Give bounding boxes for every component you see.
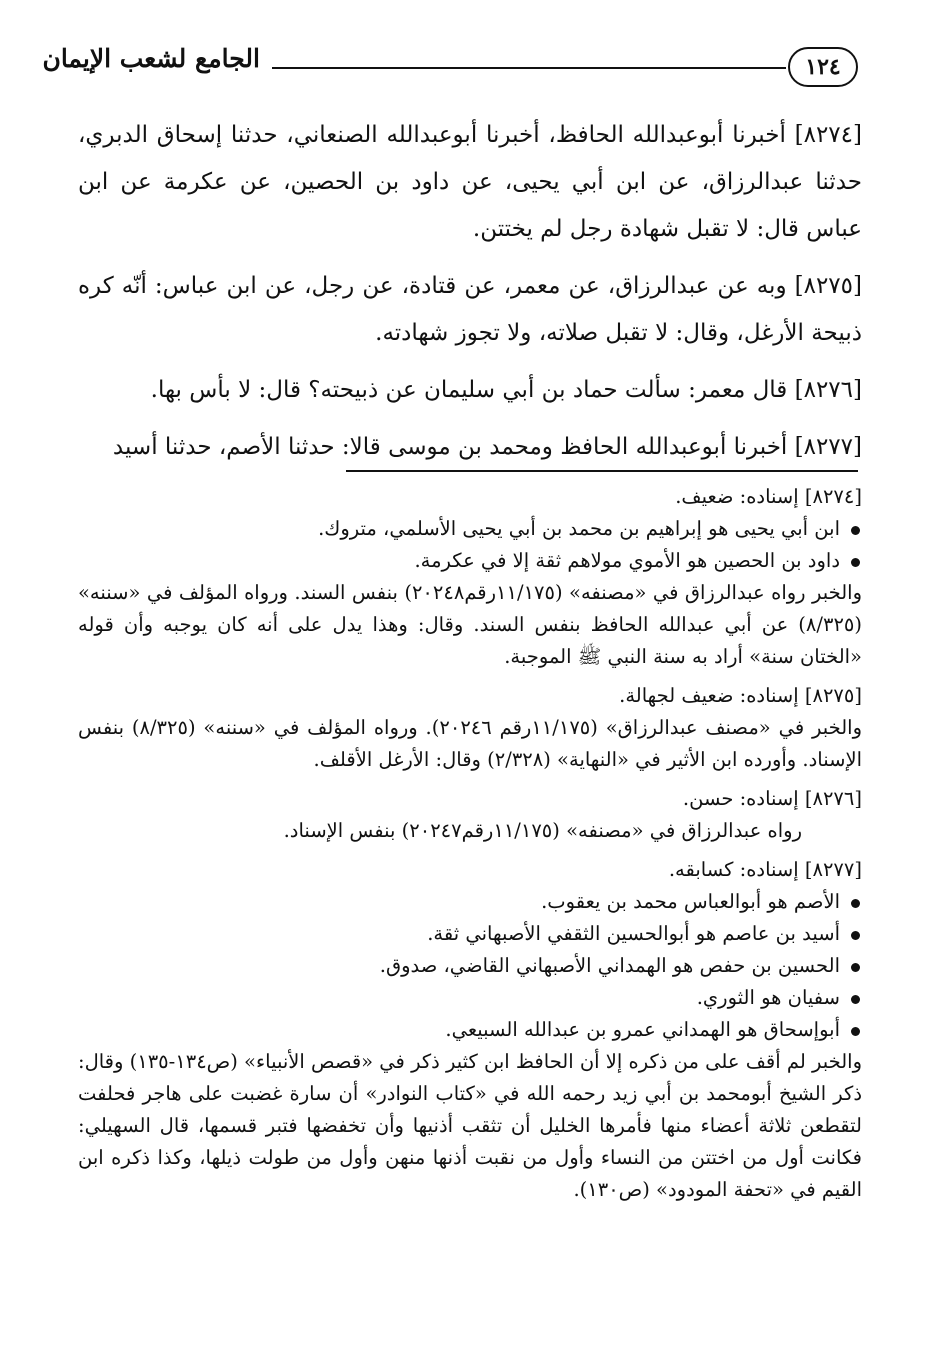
main-text [78, 112, 862, 481]
note-8276-heading: [٨٢٧٦] إسناده: حسن. [682, 787, 862, 810]
note-8275-text: والخبر في «مصنف عبدالرزاق» (١١/١٧٥رقم ٢٠٢٤٦). ورواه المؤلف في «سننه» (٨/٣٢٥) بنفس الإسناد. وأورده ابن الأثير في «النهاية» (٢/٣٢٨) وقال: الأرغل الأقلف. [78, 716, 863, 771]
page-number-badge [788, 47, 858, 87]
note-8277-heading: [٨٢٧٧] إسناده: كسابقه. [668, 858, 862, 881]
note-8275-heading: [٨٢٧٥] إسناده: ضعيف لجهالة. [619, 684, 862, 707]
footnote-separator [346, 470, 858, 472]
hadith-8277: [٨٢٧٧] أخبرنا أبوعبدالله الحافظ ومحمد بن موسى قالا: حدثنا الأصم، حدثنا أسيد [112, 434, 862, 460]
book-title: الجامع لشعب الإيمان [42, 44, 260, 73]
note-8274-heading: [٨٢٧٤] إسناده: ضعيف. [675, 485, 862, 508]
note-8277-bullet: الأصم هو أبوالعباس محمد بن يعقوب. [78, 886, 862, 918]
note-8274-bullet: داود بن الحصين هو الأموي مولاهم ثقة إلا في عكرمة. [78, 545, 862, 577]
note-8277-bullet: أبوإسحاق هو الهمداني عمرو بن عبدالله السبيعي. [78, 1014, 862, 1046]
hadith-8274: [٨٢٧٤] أخبرنا أبوعبدالله الحافظ، أخبرنا أبوعبدالله الصنعاني، حدثنا إسحاق الدبري، حدثنا عبدالرزاق، عن ابن أبي يحيى، عن داود بن الحصين، عن عكرمة عن ابن عباس قال: لا تقبل شهادة رجل لم يختتن. [78, 122, 862, 242]
page-number: ١٢٤ [805, 54, 841, 80]
hadith-8275: [٨٢٧٥] وبه عن عبدالرزاق، عن معمر، عن قتادة، عن رجل، عن ابن عباس: أنّه كره ذبيحة الأرغل، وقال: لا تقبل صلاته، ولا تجوز شهادته. [78, 273, 862, 346]
note-8277-bullet: سفيان هو الثوري. [78, 982, 862, 1014]
note-8274-bullet: ابن أبي يحيى هو إبراهيم بن محمد بن أبي يحيى الأسلمي، متروك. [78, 513, 862, 545]
hadith-8276: [٨٢٧٦] قال معمر: سألت حماد بن أبي سليمان عن ذبيحته؟ قال: لا بأس بها. [150, 377, 862, 403]
note-8276-text: رواه عبدالرزاق في «مصنفه» (١١/١٧٥رقم٢٠٢٤٧) بنفس الإسناد. [283, 819, 802, 842]
header-rule [272, 67, 786, 69]
note-8274-text: والخبر رواه عبدالرزاق في «مصنفه» (١١/١٧٥رقم٢٠٢٤٨) بنفس السند. ورواه المؤلف في «سننه» (٨/٣٢٥) عن أبي عبدالله الحافظ بنفس السند. وقال: وهذا يدل على أنه كان يوجبه وأن قوله «الختان سنة» أراد به سنة النبي ﷺ الموجبة. [78, 581, 863, 668]
note-8277-bullet: الحسين بن حفص هو الهمداني الأصبهاني القاضي، صدوق. [78, 950, 862, 982]
footnotes [78, 480, 862, 1206]
note-8277-bullet: أسيد بن عاصم هو أبوالحسين الثقفي الأصبهاني ثقة. [78, 918, 862, 950]
note-8277-text: والخبر لم أقف على من ذكره إلا أن الحافظ ابن كثير ذكر في «قصص الأنبياء» (ص١٣٤-١٣٥) وقال: ذكر الشيخ أبومحمد بن أبي زيد رحمه الله في «كتاب النوادر» أن سارة غضبت على هاجر فحلفت لتقطعن ثلاثة أعضاء منها فأمرها الخليل أن تثقب أذنيها وأن تخفضها فتبر قسمها، قال السهيلي: فكانت أول من اختتن من النساء وأول من نقبت أذنها منهن وأول من طولت ذيلها، وكذا ذكره ابن القيم في «تحفة المودود» (ص١٣٠). [78, 1050, 862, 1201]
